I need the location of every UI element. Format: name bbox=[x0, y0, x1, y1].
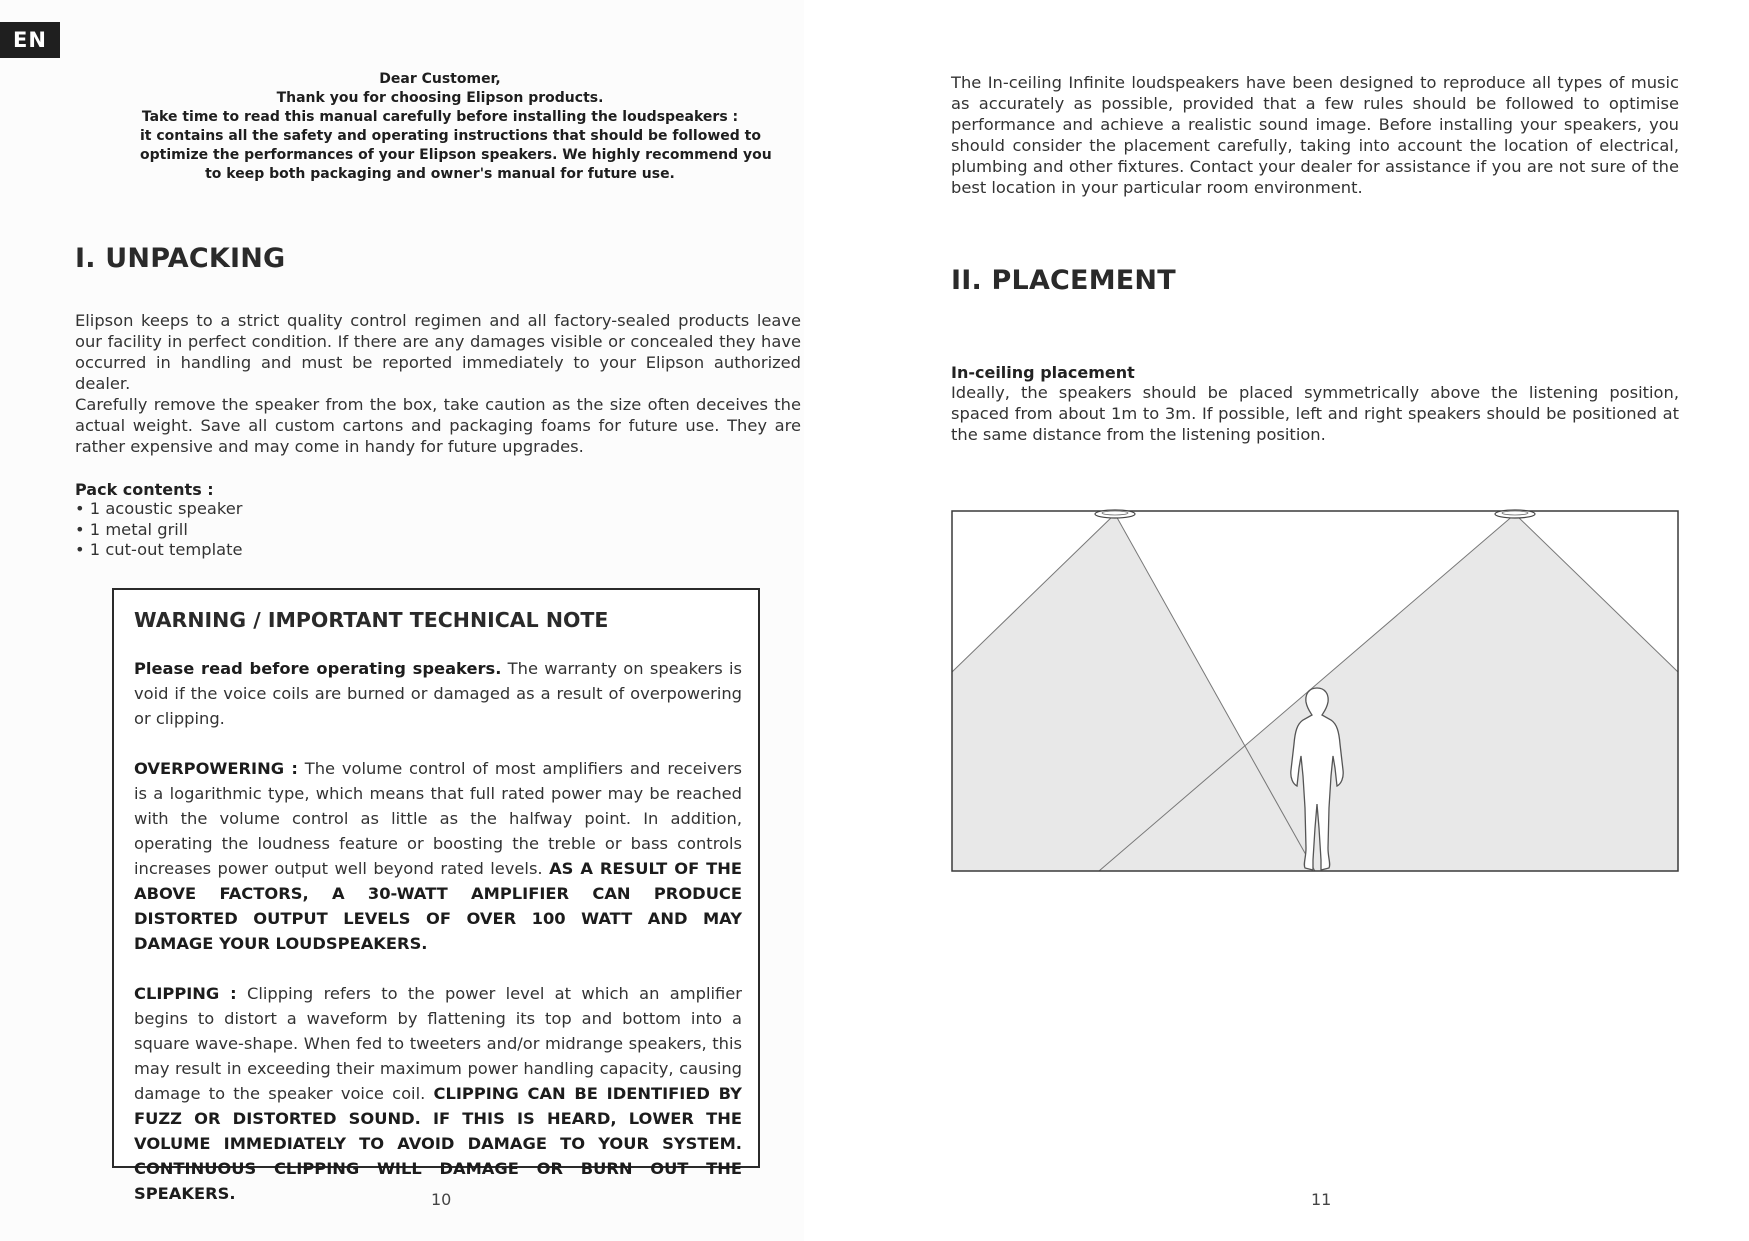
warning-box bbox=[112, 588, 760, 1203]
pack-contents-list bbox=[75, 499, 475, 561]
pack-contents-title: Pack contents : bbox=[75, 480, 214, 499]
clipping-bold: CLIPPING CAN BE IDENTIFIED BY FUZZ OR DISTORTED SOUND. IF THIS IS HEARD, LOWER THE VOLUME IMMEDIATELY TO AVOID DAMAGE TO YOUR SYSTEM. CONTINUOUS CLIPPING WILL DAMAGE OR BURN OUT THE SPEAKERS. bbox=[134, 1084, 742, 1203]
in-ceiling-placement bbox=[951, 363, 1679, 445]
warning-title: WARNING / IMPORTANT TECHNICAL NOTE bbox=[134, 608, 609, 632]
list-item: • 1 metal grill bbox=[75, 519, 188, 539]
warning-paragraph-overpowering bbox=[134, 756, 742, 956]
overpowering-bold: AS A RESULT OF THE ABOVE FACTORS, A 30-WATT AMPLIFIER CAN PRODUCE DISTORTED OUTPUT LEVELS OF OVER 100 WATT AND MAY DAMAGE YOUR LOUDSPEAKERS. bbox=[134, 859, 742, 953]
intro-line: to keep both packaging and owner's manual for future use. bbox=[205, 166, 675, 182]
pack-contents bbox=[75, 480, 475, 561]
placement-diagram bbox=[951, 508, 1679, 872]
unpacking-paragraph-2: Carefully remove the speaker from the box, take caution as the size often deceives the actual weight. Save all custom cartons and packaging foams for future use. They are rather expensive and may come in handy for future upgrades. bbox=[75, 395, 801, 456]
intro-line: optimize the performances of your Elipson speakers. We highly recommend you bbox=[140, 147, 772, 163]
warning-intro-bold: Please read before operating speakers. bbox=[134, 659, 502, 678]
warning-paragraph-intro bbox=[134, 656, 742, 731]
intro-line: Dear Customer, bbox=[379, 71, 501, 87]
warning-intro-text: The warranty on speakers is void if the voice coils are burned or damaged as a result of overpowering or clipping. bbox=[134, 659, 742, 728]
right-ceiling-speaker-icon bbox=[1495, 510, 1535, 518]
page-number-left: 10 bbox=[431, 1190, 452, 1209]
unpacking-paragraph-1: Elipson keeps to a strict quality control regimen and all factory-sealed products leave our facility in perfect condition. If there are any damages visible or concealed they have occurred in handling and must be reported immediately to your Elipson authorized dealer. bbox=[75, 311, 801, 393]
page-number-right: 11 bbox=[1311, 1190, 1332, 1209]
left-ceiling-speaker-icon bbox=[1095, 510, 1135, 518]
customer-intro bbox=[140, 70, 772, 184]
list-item: • 1 acoustic speaker bbox=[75, 499, 243, 518]
clipping-text: Clipping refers to the power level at which an amplifier begins to distort a waveform by flattening its top and bottom into a square wave-shape. When fed to tweeters and/or midrange speakers, this may result in exceeding their maximum power handling capacity, causing damage to the speaker voice coil. bbox=[134, 984, 742, 1103]
placement-heading: II. PLACEMENT bbox=[951, 265, 1176, 296]
overpowering-label: OVERPOWERING : bbox=[134, 759, 298, 778]
clipping-label: CLIPPING : bbox=[134, 984, 237, 1003]
intro-line: Take time to read this manual carefully before installing the loudspeakers : bbox=[141, 109, 739, 125]
warning-paragraph-clipping bbox=[134, 981, 742, 1206]
intro-line: Thank you for choosing Elipson products. bbox=[276, 90, 604, 106]
unpacking-heading: I. UNPACKING bbox=[75, 243, 286, 274]
right-intro-paragraph: The In-ceiling Infinite loudspeakers have been designed to reproduce all types of music as accurately as possible, provided that a few rules should be followed to optimise performance and achieve a realistic sound image. Before installing your speakers, you should consider the placement carefully, taking into account the location of electrical, plumbing and other fixtures. Contact your dealer for assistance if you are not sure of the best location in your particular room environment. bbox=[951, 73, 1679, 197]
language-tab: EN bbox=[0, 22, 60, 58]
in-ceiling-text: Ideally, the speakers should be placed symmetrically above the listening position, spaced from about 1m to 3m. If possible, left and right speakers should be positioned at the same distance from the listening position. bbox=[951, 383, 1679, 444]
overpowering-text: The volume control of most amplifiers and receivers is a logarithmic type, which means that full rated power may be reached with the volume control as little as the halfway point. In addition, operating the loudness feature or boosting the treble or bass controls increases power output well beyond rated levels. bbox=[134, 759, 743, 878]
in-ceiling-title: In-ceiling placement bbox=[951, 363, 1135, 382]
list-item: • 1 cut-out template bbox=[75, 540, 243, 559]
intro-line: it contains all the safety and operating instructions that should be followed to bbox=[140, 128, 761, 144]
